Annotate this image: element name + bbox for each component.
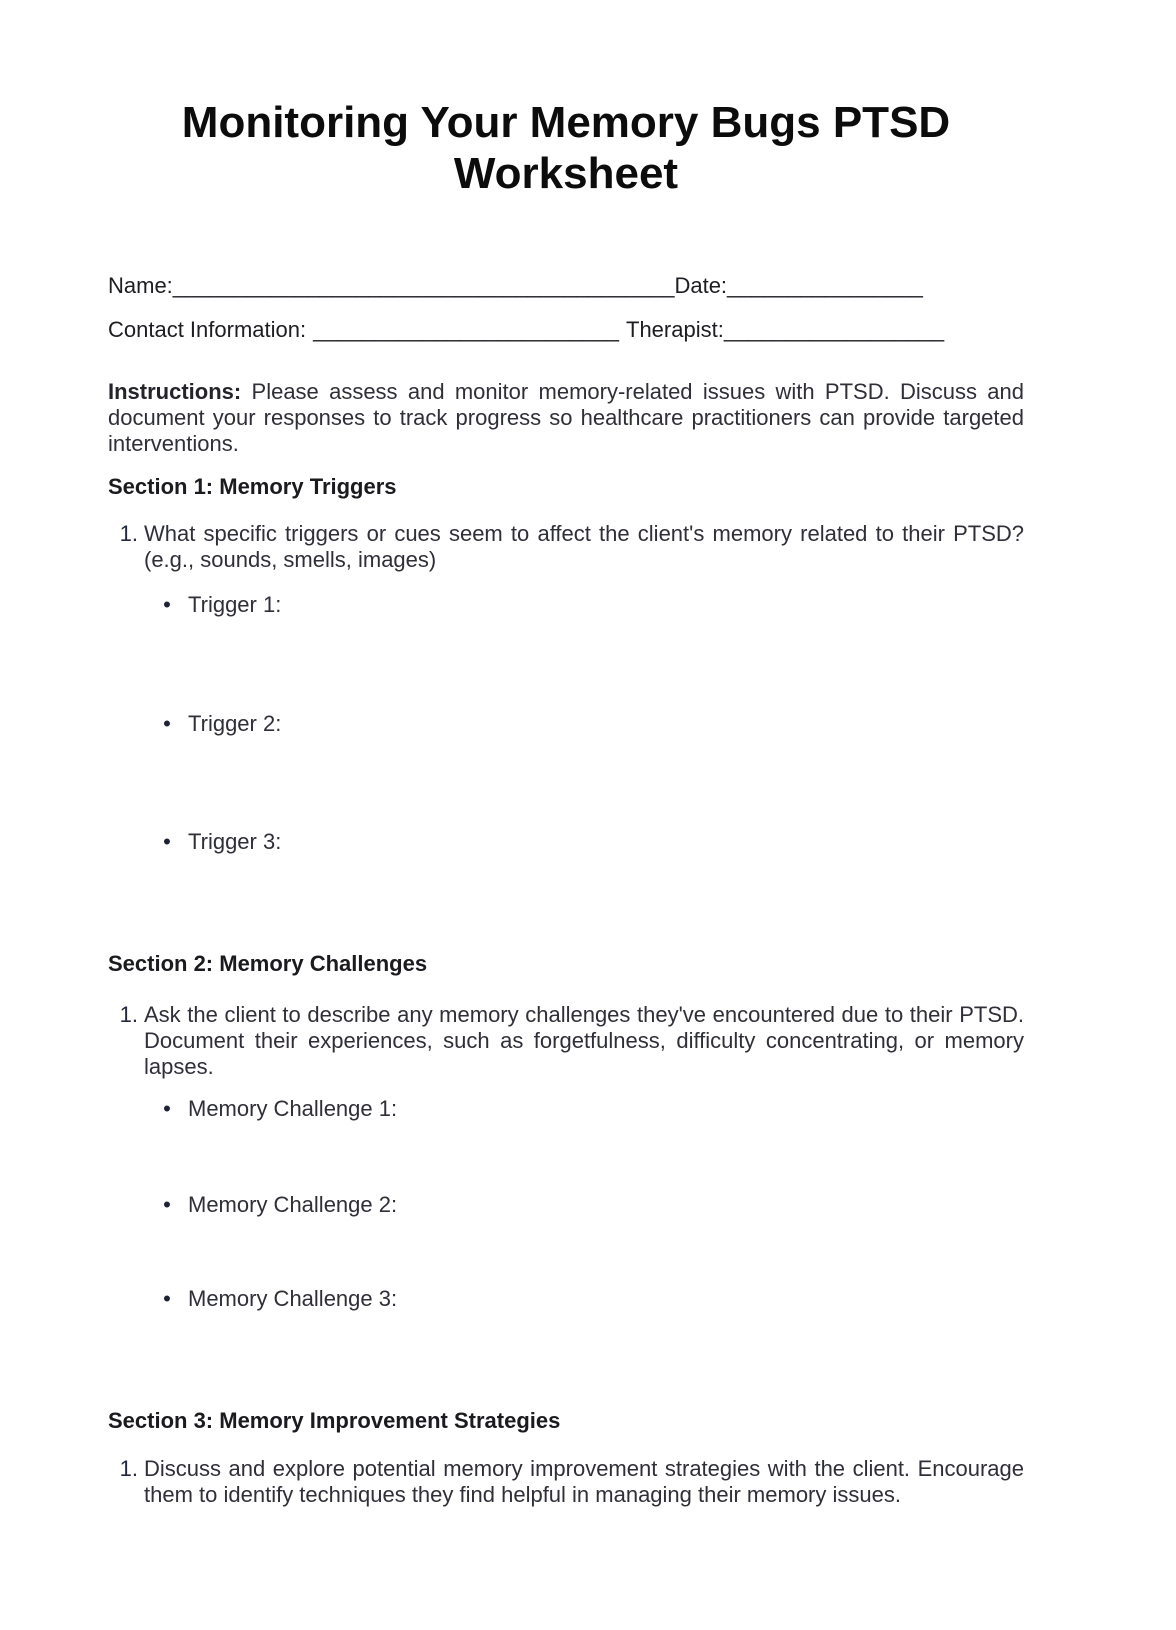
instructions-text: Please assess and monitor memory-related issues with PTSD. Discuss and document your responses to track progress so healthcare practitioners can provide targeted interventions. bbox=[108, 379, 1024, 456]
section-1-question-number: 1. bbox=[119, 521, 138, 546]
bullet-icon: • bbox=[163, 592, 171, 617]
therapist-blank-line[interactable]: __________________ bbox=[723, 317, 945, 342]
page-title: Monitoring Your Memory Bugs PTSD Worksheet bbox=[181, 98, 951, 198]
name-date-row bbox=[108, 273, 1024, 299]
trigger-3-item bbox=[146, 829, 1024, 855]
section-3-question-number: 1. bbox=[119, 1456, 138, 1481]
contact-blank-line[interactable]: _________________________ bbox=[313, 317, 619, 342]
bullet-icon: • bbox=[163, 829, 171, 854]
memory-challenge-2-label: Memory Challenge 2: bbox=[188, 1192, 398, 1217]
date-blank-line[interactable]: ________________ bbox=[727, 273, 923, 298]
contact-therapist-row bbox=[108, 317, 1024, 343]
page-content bbox=[108, 0, 1024, 1508]
section-3-heading: Section 3: Memory Improvement Strategies bbox=[108, 1408, 561, 1433]
date-label: Date: bbox=[674, 273, 728, 298]
trigger-2-label: Trigger 2: bbox=[188, 711, 282, 736]
therapist-label: Therapist: bbox=[626, 317, 724, 342]
instructions-paragraph bbox=[108, 379, 1024, 457]
bullet-icon: • bbox=[163, 1286, 171, 1311]
bullet-icon: • bbox=[163, 711, 171, 736]
memory-challenge-3-item bbox=[146, 1286, 1024, 1312]
trigger-3-label: Trigger 3: bbox=[188, 829, 282, 854]
section-1-bullet-list bbox=[108, 592, 1024, 855]
section-1-question bbox=[108, 521, 1024, 573]
memory-challenge-1-item bbox=[146, 1096, 1024, 1122]
trigger-2-item bbox=[146, 711, 1024, 737]
trigger-1-item bbox=[146, 592, 1024, 618]
name-blank-line[interactable]: _________________________________________ bbox=[172, 273, 675, 298]
section-1-heading: Section 1: Memory Triggers bbox=[108, 474, 397, 499]
bullet-icon: • bbox=[163, 1192, 171, 1217]
memory-challenge-2-item bbox=[146, 1192, 1024, 1218]
trigger-1-label: Trigger 1: bbox=[188, 592, 282, 617]
section-2-question-number: 1. bbox=[119, 1002, 138, 1027]
section-3-question-text: Discuss and explore potential memory improvement strategies with the client. Encourage them to identify techniques they find helpful in managing their memory issues. bbox=[144, 1456, 1024, 1507]
section-2-question bbox=[108, 1002, 1024, 1080]
bullet-icon: • bbox=[163, 1096, 171, 1121]
section-3-question bbox=[108, 1456, 1024, 1508]
section-2-question-text: Ask the client to describe any memory challenges they've encountered due to their PTSD. Document their experiences, such as forgetfulness, difficulty concentrating, or memory lapses. bbox=[144, 1002, 1024, 1079]
name-label: Name: bbox=[108, 273, 173, 298]
section-1-question-text: What specific triggers or cues seem to affect the client's memory related to their PTSD? (e.g., sounds, smells, images) bbox=[144, 521, 1024, 572]
memory-challenge-3-label: Memory Challenge 3: bbox=[188, 1286, 398, 1311]
instructions-label: Instructions: bbox=[108, 379, 242, 404]
memory-challenge-1-label: Memory Challenge 1: bbox=[188, 1096, 398, 1121]
contact-label: Contact Information: bbox=[108, 317, 307, 342]
section-2-heading: Section 2: Memory Challenges bbox=[108, 951, 428, 976]
section-2-bullet-list bbox=[108, 1096, 1024, 1312]
